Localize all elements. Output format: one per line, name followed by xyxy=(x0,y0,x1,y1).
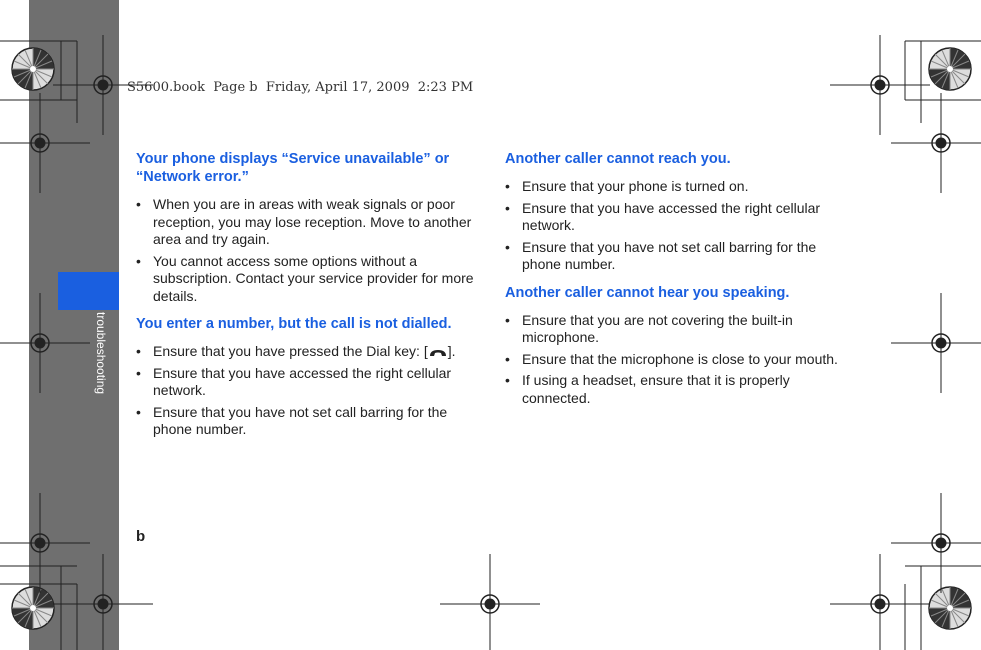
color-target-icon xyxy=(12,48,54,90)
list-item: • Ensure that the microphone is close to your mouth. xyxy=(505,351,845,369)
color-target-icon xyxy=(929,587,971,629)
registration-mark-icon xyxy=(891,493,981,593)
registration-mark-icon xyxy=(891,293,981,393)
list-item: • You cannot access some options without a subscription. Contact your service provider for more details. xyxy=(136,253,481,306)
section-heading: Your phone displays “Service unavailable” or “Network error.” xyxy=(136,151,450,185)
list-item: • Ensure that you have not set call barring for the phone number. xyxy=(505,239,845,274)
section-heading: Another caller cannot reach you. xyxy=(505,151,731,167)
list-item: • Ensure that your phone is turned on. xyxy=(505,178,845,196)
dial-item-text-end: ]. xyxy=(447,343,456,359)
registration-mark-icon xyxy=(0,493,90,593)
section-heading: You enter a number, but the call is not dialled. xyxy=(136,316,452,332)
registration-mark-icon xyxy=(891,93,981,193)
registration-mark-icon xyxy=(53,554,153,650)
list-item: • Ensure that you have accessed the right cellular network. xyxy=(136,365,481,400)
running-head: S5600.book Page b Friday, April 17, 2009 2:23 PM xyxy=(127,80,474,95)
side-tab-label: troubleshooting xyxy=(94,312,108,395)
color-target-icon xyxy=(929,48,971,90)
registration-mark-icon xyxy=(0,293,90,393)
section-heading: Another caller cannot hear you speaking. xyxy=(505,284,790,301)
list-item: • Ensure that you have accessed the right cellular network. xyxy=(505,200,845,235)
list-item: • Ensure that you have not set call barring for the phone number. xyxy=(136,404,481,439)
page-number: b xyxy=(136,528,146,545)
dial-item-text: Ensure that you have pressed the Dial key: [ xyxy=(153,343,428,359)
registration-mark-icon xyxy=(830,554,930,650)
registration-mark-icon xyxy=(440,554,540,650)
color-target-icon xyxy=(12,587,54,629)
list-item: • When you are in areas with weak signals or poor reception, you may lose reception. Move to another area and try again. xyxy=(136,196,481,249)
registration-mark-icon xyxy=(53,35,153,135)
registration-mark-icon xyxy=(830,35,930,135)
list-item: • If using a headset, ensure that it is properly connected. xyxy=(505,372,845,407)
list-item: • Ensure that you are not covering the built-in microphone. xyxy=(505,312,845,347)
